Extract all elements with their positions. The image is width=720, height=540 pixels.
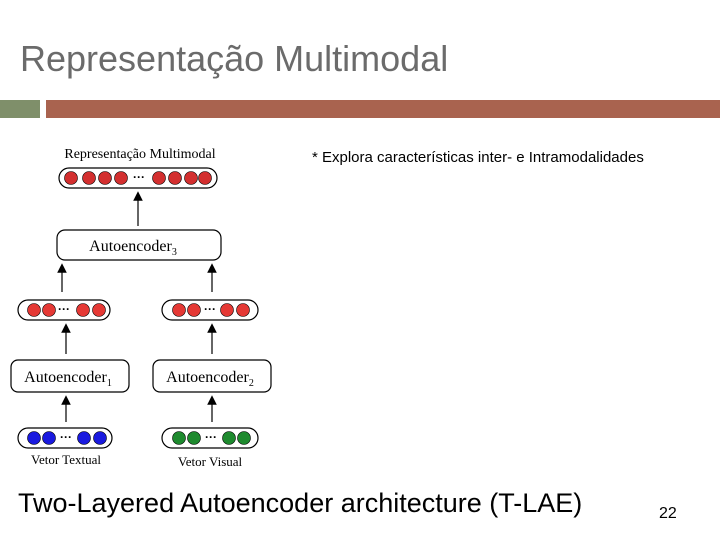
visual-input-node-3 [223, 432, 236, 445]
text-vector-label: Vetor Textual [31, 452, 101, 467]
text-input-ellipsis: ··· [60, 430, 72, 444]
hidden-visual-node-3 [221, 304, 234, 317]
multimodal-representation-label: Representação Multimodal [64, 147, 216, 162]
multimodal-node-1 [65, 172, 78, 185]
hidden-text-node-3 [77, 304, 90, 317]
slide-caption: Two-Layered Autoencoder architecture (T-LAE) [18, 488, 583, 518]
text-input-node-4 [94, 432, 107, 445]
hidden-visual-node-4 [237, 304, 250, 317]
slide-note: * Explora características inter- e Intramodalidades [312, 149, 644, 166]
autoencoder2-label: Autoencoder$_2$ [166, 369, 254, 389]
multimodal-node-8 [199, 172, 212, 185]
hidden-text-node-2 [43, 304, 56, 317]
hidden-text-node-4 [93, 304, 106, 317]
text-input-node-2 [43, 432, 56, 445]
autoencoder3-label: Autoencoder$_3$ [89, 238, 177, 258]
autoencoder1-label: Autoencoder$_1$ [24, 369, 112, 389]
slide-title: Representação Multimodal [20, 38, 449, 79]
visual-input-node-4 [238, 432, 251, 445]
multimodal-node-5 [153, 172, 166, 185]
page-number: 22 [659, 505, 677, 522]
multimodal-node-3 [99, 172, 112, 185]
text-input-node-1 [28, 432, 41, 445]
multimodal-node-2 [83, 172, 96, 185]
visual-input-node-2 [188, 432, 201, 445]
visual-input-node-1 [173, 432, 186, 445]
visual-vector-label: Vetor Visual [177, 454, 243, 469]
multimodal-node-4 [115, 172, 128, 185]
text-input-node-3 [78, 432, 91, 445]
hidden-text-ellipsis: ··· [58, 302, 70, 316]
hidden-visual-node-2 [188, 304, 201, 317]
hidden-visual-node-1 [173, 304, 186, 317]
multimodal-node-6 [169, 172, 182, 185]
multimodal-node-7 [185, 172, 198, 185]
hidden-text-node-1 [28, 304, 41, 317]
multimodal-ellipsis: ··· [133, 170, 145, 184]
visual-input-ellipsis: ··· [205, 430, 217, 444]
hidden-visual-ellipsis: ··· [204, 302, 216, 316]
